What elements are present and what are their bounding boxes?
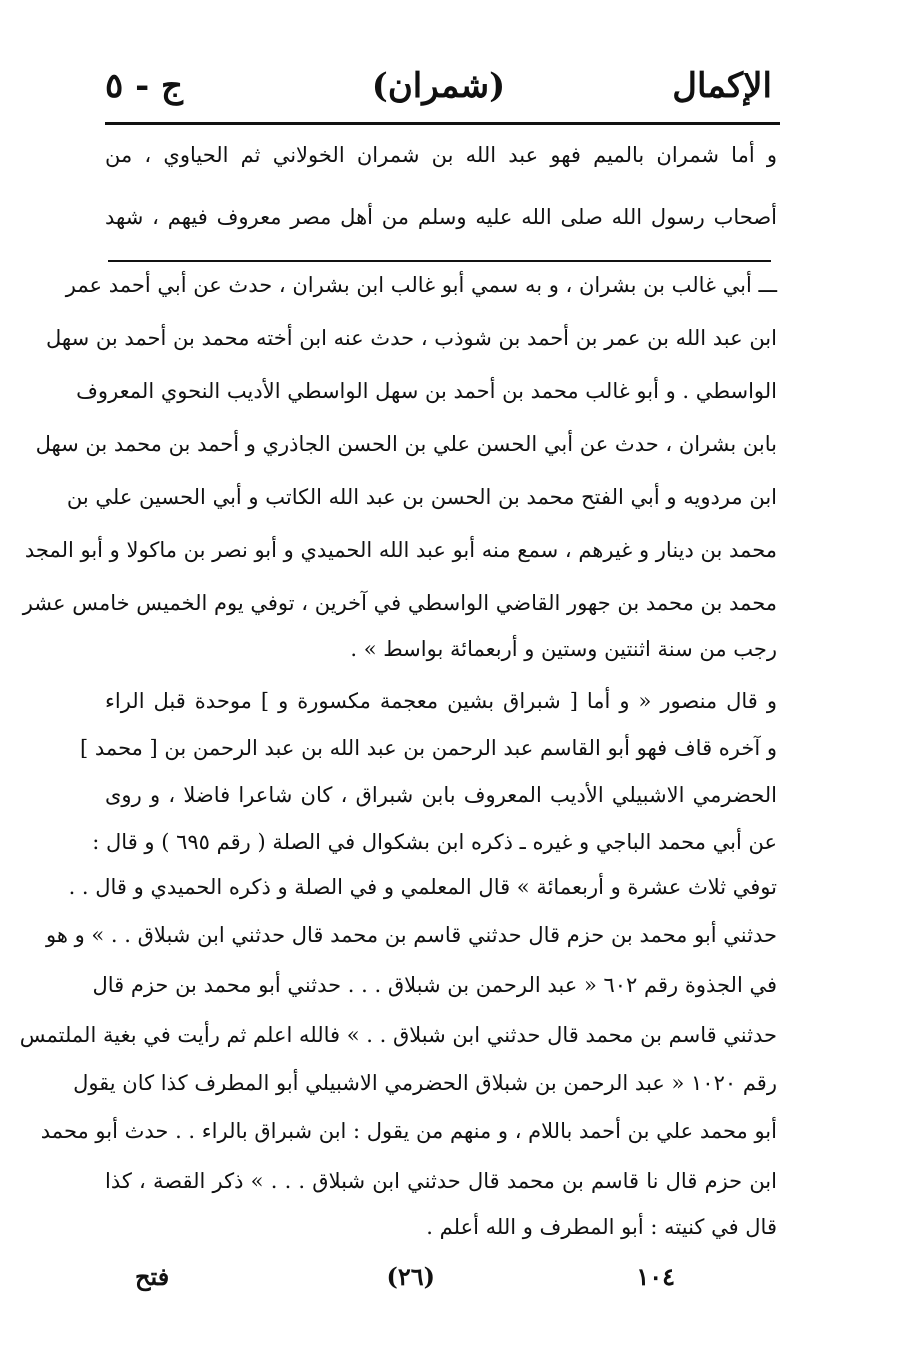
- footnote-line: ابن مردويه و أبي الفتح محمد بن الحسن بن عبد الله الكاتب و أبي الحسين علي بن: [66, 485, 777, 509]
- page-number: ١٠٤: [636, 1262, 675, 1291]
- text-line: و أما شمران بالميم فهو عبد الله بن شمران الخولاني ثم الحياوي ، من: [105, 143, 777, 167]
- footnote-line: توفي ثلاث عشرة و أربعمائة » قال المعلمي و في الصلة و ذكره الحميدي و قال . .: [68, 875, 777, 899]
- footnote-line: محمد بن محمد بن جهور القاضي الواسطي في آخرين ، توفي يوم الخميس خامس عشر: [22, 591, 777, 615]
- footnote-line: بابن بشران ، حدث عن أبي الحسن علي بن الحسن الجاذري و أحمد بن محمد بن سهل: [35, 432, 777, 456]
- footnote-line: و قال منصور « و أما [ شبراق بشين معجمة مكسورة و ] موحدة قبل الراء: [105, 689, 777, 713]
- footnote-line: الحضرمي الاشبيلي الأديب المعروف بابن شبراق ، كان شاعرا فاضلا ، و روى: [105, 783, 777, 807]
- footnote-line: أبو محمد علي بن أحمد باللام ، و منهم من يقول : ابن شبراق بالراء . . حدث أبو محمد: [40, 1119, 777, 1143]
- footnote-line: ابن حزم قال نا قاسم بن محمد قال حدثني ابن شبلاق . . . » ذكر القصة ، كذا: [105, 1169, 777, 1193]
- footnote-line: عن أبي محمد الباجي و غيره ـ ذكره ابن بشكوال في الصلة ( رقم ٦٩٥ ) و قال :: [92, 830, 777, 854]
- footnote-line: رقم ١٠٢٠ « عبد الرحمن بن شبلاق الحضرمي الاشبيلي أبو المطرف كذا كان يقول: [73, 1071, 777, 1095]
- footnote-line: و آخره قاف فهو أبو القاسم عبد الرحمن بن عبد الله بن عبد الرحمن بن [ محمد ]: [80, 736, 777, 760]
- footnote-line: رجب من سنة اثنتين وستين و أربعمائة بواسط » .: [350, 637, 777, 661]
- footnote-line: في الجذوة رقم ٦٠٢ « عبد الرحمن بن شبلاق . . . حدثني أبو محمد بن حزم قال: [92, 973, 777, 997]
- footnote-line: حدثني أبو محمد بن حزم قال حدثني قاسم بن محمد قال حدثني ابن شبلاق . . » و هو: [45, 923, 777, 947]
- footnote-line: قال في كنيته : أبو المطرف و الله أعلم .: [426, 1215, 777, 1239]
- footnote-line: ابن عبد الله بن عمر بن أحمد بن شوذب ، حدث عنه ابن أخته محمد بن أحمد بن سهل: [46, 326, 777, 350]
- text-line: أصحاب رسول الله صلى الله عليه وسلم من أهل مصر معروف فيهم ، شهد: [105, 205, 777, 229]
- footnote-line: الواسطي . و أبو غالب محمد بن أحمد بن سهل الواسطي الأديب النحوي المعروف: [76, 379, 777, 403]
- entry-title: (شمران): [371, 66, 506, 106]
- footnote-line: ـــ أبي غالب بن بشران ، و به سمي أبو غالب ابن بشران ، حدث عن أبي أحمد عمر: [65, 273, 777, 297]
- footnote-line: محمد بن دينار و غيرهم ، سمع منه أبو عبد الله الحميدي و أبو نصر بن ماكولا و أبو المجد: [24, 538, 777, 562]
- text-body: [19, 0, 777, 1345]
- volume-label: ج - ٥: [105, 66, 183, 106]
- signature-mark: فتح: [135, 1262, 170, 1291]
- footnote-line: حدثني قاسم بن محمد قال حدثني ابن شبلاق . . » فالله اعلم ثم رأيت في بغية الملتمس: [19, 1023, 777, 1047]
- book-title: الإكمال: [672, 66, 772, 106]
- page-footer: [135, 1262, 675, 1302]
- signature-number: (٢٦): [386, 1262, 435, 1291]
